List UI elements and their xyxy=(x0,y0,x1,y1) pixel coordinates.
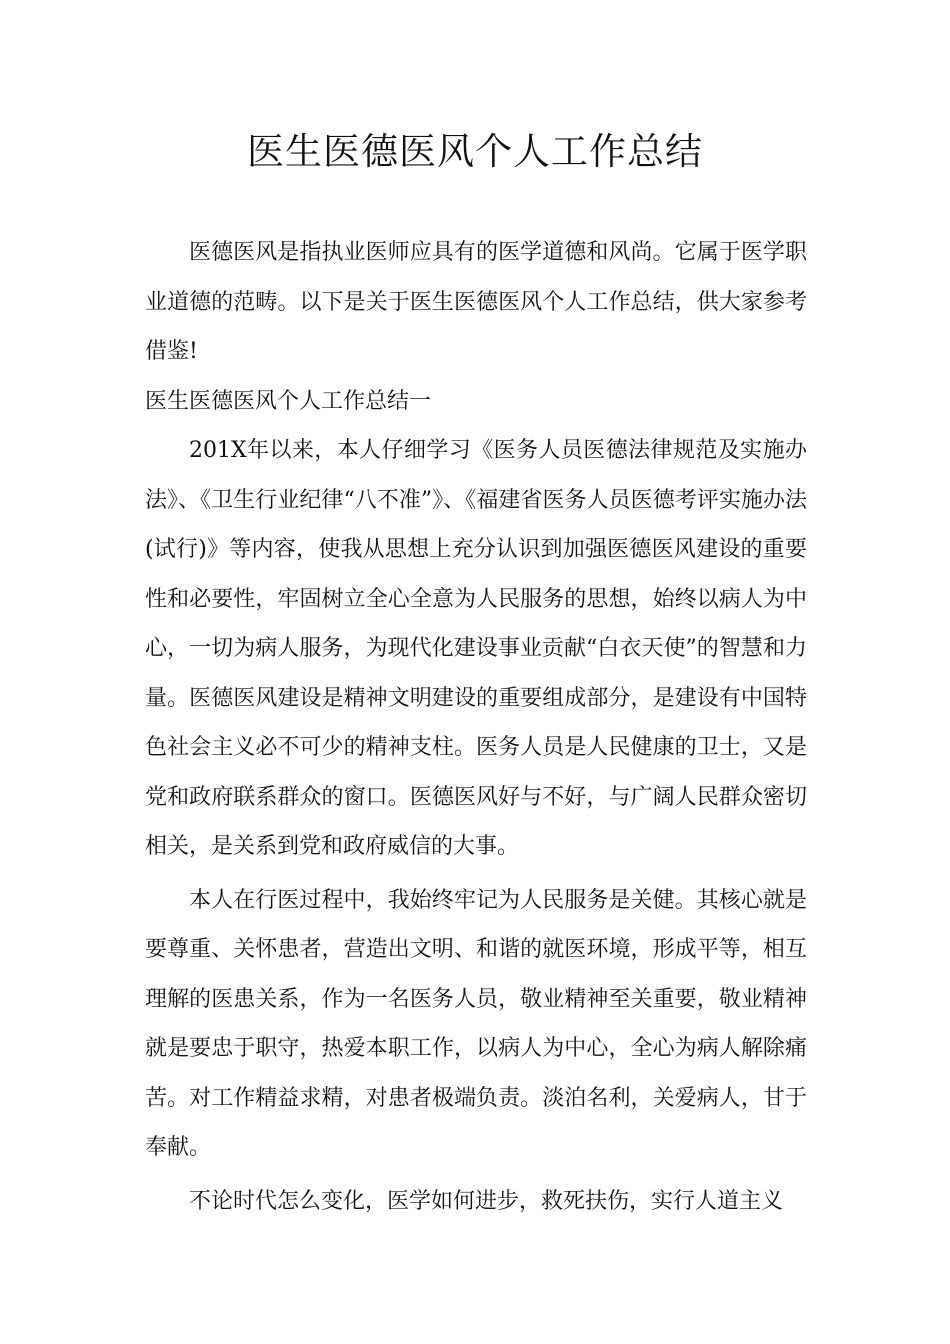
section-heading: 医生医德医风个人工作总结一 xyxy=(145,388,432,414)
body-paragraph: 201X年以来，本人仔细学习《医务人员医德法律规范及实施办法》、《卫生行业纪律“八不准”》、《福建省医务人员医德考评实施办法(试行)》等内容，使我从思想上充分认识到加强医德医风建设的重要性和必要性，牢固树立全心全意为人民服务的思想，始终以病人为中心，一切为病人服务，为现代化建设事业贡献“白衣天使”的智慧和力量。医德医风建设是精神文明建设的重要组成部分，是建设有中国特色社会主义必不可少的精神支柱。医务人员是人民健康的卫士，又是党和政府联系群众的窗口。医德医风好与不好，与广阔人民群众密切相关，是关系到党和政府威信的大事。 xyxy=(145,438,807,859)
body-paragraph: 不论时代怎么变化，医学如何进步，救死扶伤，实行人道主义 xyxy=(189,1188,784,1214)
document-body xyxy=(145,228,807,1226)
document-title: 医生医德医风个人工作总结 xyxy=(247,130,703,173)
body-paragraph: 本人在行医过程中，我始终牢记为人民服务是关健。其核心就是要尊重、关怀患者，营造出文明、和谐的就医环境，形成平等，相互理解的医患关系，作为一名医务人员，敬业精神至关重要，敬业精神就是要忠于职守，热爱本职工作，以病人为中心，全心为病人解除痛苦。对工作精益求精，对患者极端负责。淡泊名利，关爱病人，甘于奉献。 xyxy=(145,887,807,1160)
intro-paragraph: 医德医风是指执业医师应具有的医学道德和风尚。它属于医学职业道德的范畴。以下是关于医生医德医风个人工作总结，供大家参考借鉴! xyxy=(145,240,807,364)
